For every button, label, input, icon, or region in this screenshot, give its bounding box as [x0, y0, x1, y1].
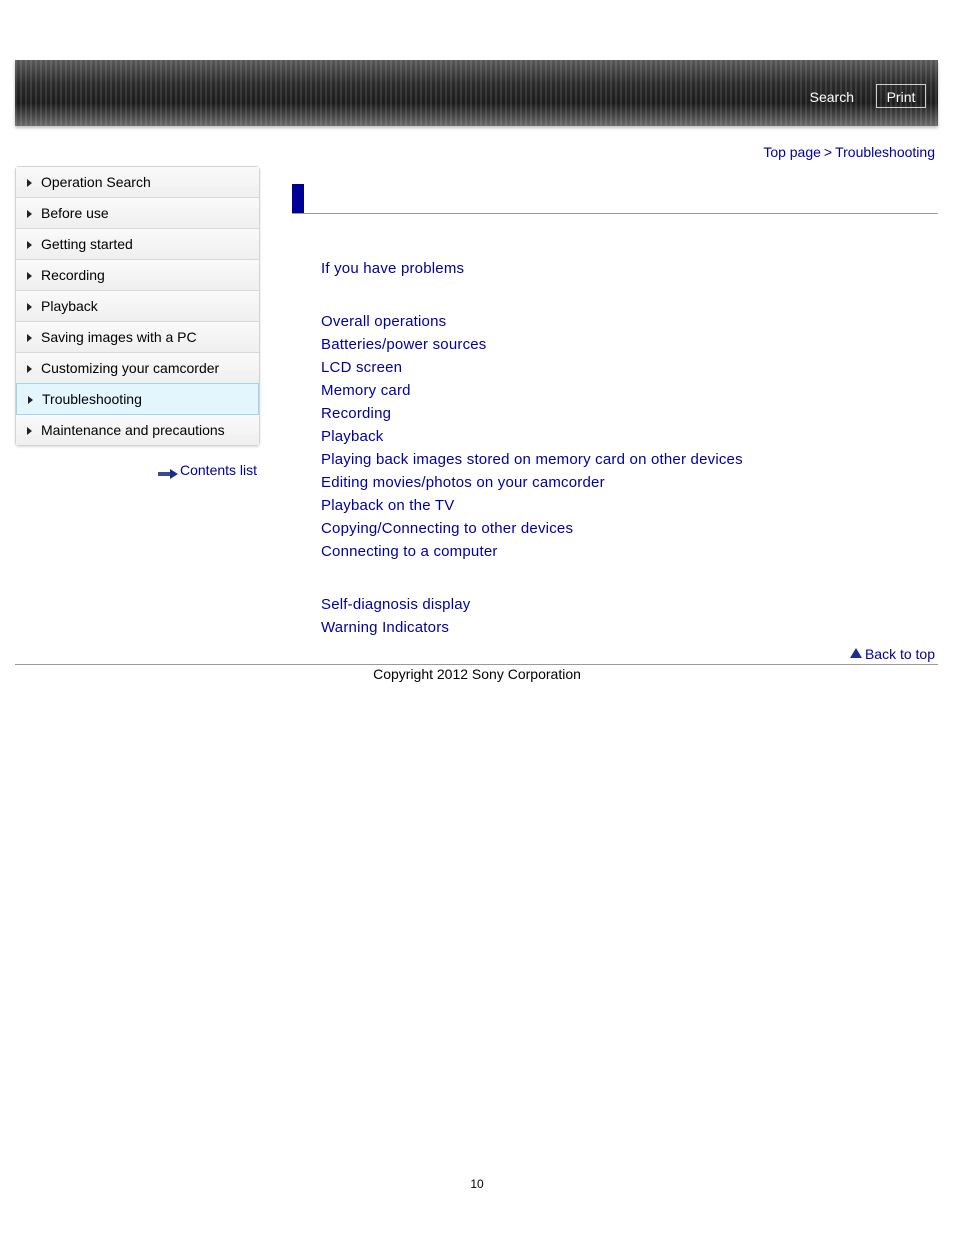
sidebar-item-label: Playback	[41, 298, 98, 314]
link-batteries-power[interactable]: Batteries/power sources	[321, 336, 487, 353]
back-to-top-link[interactable]	[850, 646, 935, 662]
contents-list-link[interactable]	[158, 462, 257, 478]
title-marker	[292, 184, 304, 213]
breadcrumb-top-page[interactable]: Top page	[763, 144, 821, 160]
link-copying-connecting[interactable]: Copying/Connecting to other devices	[321, 520, 574, 537]
sidebar-item-label: Getting started	[41, 236, 133, 252]
sidebar-item-maintenance[interactable]	[16, 415, 259, 445]
breadcrumb-separator: >	[823, 144, 833, 160]
link-lcd-screen[interactable]: LCD screen	[321, 359, 403, 376]
sidebar-item-recording[interactable]	[16, 260, 259, 291]
link-playback[interactable]: Playback	[321, 428, 384, 445]
link-overall-operations[interactable]: Overall operations	[321, 313, 447, 330]
link-group-diagnostics	[321, 593, 470, 639]
footer-divider	[15, 664, 938, 665]
chevron-right-icon	[28, 396, 33, 404]
sidebar-item-operation-search[interactable]	[16, 167, 259, 198]
chevron-right-icon	[27, 241, 32, 249]
triangle-up-icon	[850, 648, 862, 658]
sidebar-item-saving-images[interactable]	[16, 322, 259, 353]
sidebar-item-label: Troubleshooting	[42, 391, 142, 407]
chevron-right-icon	[27, 210, 32, 218]
link-connecting-computer[interactable]: Connecting to a computer	[321, 543, 498, 560]
breadcrumb	[763, 144, 935, 160]
chevron-right-icon	[27, 272, 32, 280]
link-playing-back-other-devices[interactable]: Playing back images stored on memory card on other devices	[321, 451, 743, 468]
chevron-right-icon	[27, 179, 32, 187]
chevron-right-icon	[27, 334, 32, 342]
sidebar-item-label: Before use	[41, 205, 109, 221]
sidebar-item-getting-started[interactable]	[16, 229, 259, 260]
page-number: 10	[470, 1177, 484, 1191]
sidebar-item-label: Recording	[41, 267, 105, 283]
chevron-right-icon	[27, 427, 32, 435]
chevron-right-icon	[27, 303, 32, 311]
copyright-text: Copyright 2012 Sony Corporation	[373, 666, 581, 682]
sidebar-item-before-use[interactable]	[16, 198, 259, 229]
sidebar-item-label: Saving images with a PC	[41, 329, 197, 345]
link-self-diagnosis[interactable]: Self-diagnosis display	[321, 596, 471, 613]
sidebar-item-label: Maintenance and precautions	[41, 422, 225, 438]
link-recording[interactable]: Recording	[321, 405, 392, 422]
sidebar-item-customizing[interactable]	[16, 353, 259, 384]
link-memory-card[interactable]: Memory card	[321, 382, 411, 399]
link-editing-movies-photos[interactable]: Editing movies/photos on your camcorder	[321, 474, 605, 491]
breadcrumb-current[interactable]: Troubleshooting	[835, 144, 935, 160]
arrow-right-icon	[158, 466, 178, 476]
print-button[interactable]: Print	[876, 84, 926, 108]
link-if-you-have-problems[interactable]: If you have problems	[321, 260, 465, 277]
sidebar-item-label: Operation Search	[41, 174, 151, 190]
search-link[interactable]: Search	[809, 89, 854, 105]
link-warning-indicators[interactable]: Warning Indicators	[321, 619, 450, 636]
sidebar-item-playback[interactable]	[16, 291, 259, 322]
back-to-top-label: Back to top	[864, 646, 935, 662]
link-group-topics	[321, 310, 743, 563]
chevron-right-icon	[27, 365, 32, 373]
sidebar-nav	[15, 166, 260, 446]
sidebar-item-troubleshooting[interactable]	[16, 383, 259, 415]
sidebar-item-label: Customizing your camcorder	[41, 360, 220, 376]
contents-list-label: Contents list	[180, 462, 258, 478]
page-title-bar	[292, 184, 938, 214]
header-bar	[15, 60, 938, 126]
link-playback-on-tv[interactable]: Playback on the TV	[321, 497, 455, 514]
link-group-problems	[321, 257, 464, 280]
